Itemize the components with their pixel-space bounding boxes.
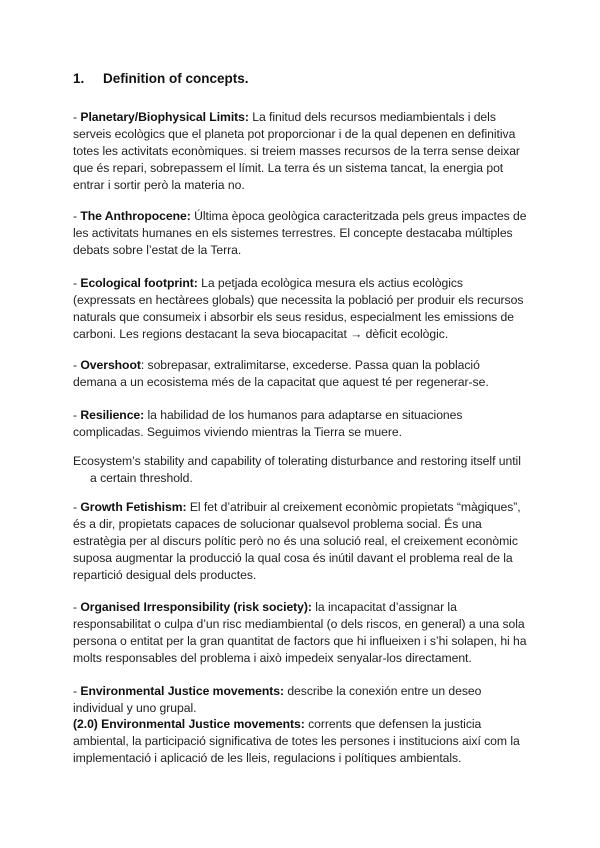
- entry-text: naturals que consumeix i absorbir els seus residus, especialment les emissions de: [73, 310, 515, 324]
- entry-text: carboni. Les regions destacant la seva biocapacitat → dèficit ecològic.: [73, 327, 449, 341]
- entry-term: Growth Fetishism:: [80, 500, 187, 514]
- entry-term: Environmental Justice movements:: [80, 684, 284, 698]
- entry-text: a certain threshold.: [90, 471, 193, 485]
- definition-resilience-ecosystem: [73, 453, 535, 487]
- definition-overshoot: [73, 357, 535, 391]
- definition-anthropocene: [73, 208, 535, 259]
- entry-text: demana a un ecosistema més de la capacitat que aquest té per regenerar-se.: [73, 375, 489, 389]
- entry-text: La petjada ecològica mesura els actius ecològics: [197, 276, 463, 290]
- entry-text: El fet d’atribuir al creixement econòmic propietats “màgiques”,: [186, 500, 521, 514]
- entry-text: complicadas. Seguimos viviendo mientras la Tierra se muere.: [73, 425, 402, 439]
- entry-prefix: -: [73, 358, 81, 372]
- entry-text: repartició desigual dels productes.: [73, 568, 257, 582]
- entry-prefix: -: [73, 600, 81, 614]
- entry-text: suposa augmentar la producció la qual cosa és inútil davant el problema real de la: [73, 551, 513, 565]
- entry-prefix: -: [73, 110, 81, 124]
- entry-term: Resilience:: [80, 408, 145, 422]
- section-title: Definition of concepts.: [103, 71, 249, 86]
- entry-prefix: -: [73, 209, 81, 223]
- entry-text: implementació i aplicació de les lleis, regulacions i polítiques ambientals.: [73, 751, 462, 765]
- entry-prefix: -: [73, 500, 81, 514]
- entry-prefix: -: [73, 684, 81, 698]
- entry-text: corrents que defensen la justicia: [304, 717, 482, 731]
- entry-text: les activitats humanes en els sistemes terrestres. El concepte destacaba múltiples: [73, 226, 513, 240]
- entry-term: The Anthropocene:: [80, 209, 191, 223]
- entry-term: Ecological footprint:: [80, 276, 198, 290]
- definition-growth-fetishism: [73, 499, 535, 584]
- entry-text: describe la conexión entre un deseo: [283, 684, 482, 698]
- entry-text: responsabilitat o culpa d’un risc mediambiental (o dels riscos, en general) a una sola: [73, 617, 525, 631]
- entry-prefix: -: [73, 276, 81, 290]
- entry-text: la incapacitat d’assignar la: [311, 600, 457, 614]
- definition-resilience: [73, 407, 535, 441]
- definition-environmental-justice-2: [73, 716, 535, 767]
- entry-text: totes les activitats econòmiques. si treiem masses recursos de la terra sense deixar: [73, 144, 520, 158]
- entry-text: és a dir, propietats capaces de solucionar qualsevol problema social. És una: [73, 517, 482, 531]
- entry-text: La finitud dels recursos mediambientals i dels: [248, 110, 496, 124]
- entry-text: estratègia per al discurs polític però no és una solució real, el creixement econòmic: [73, 534, 518, 548]
- definition-environmental-justice: [73, 683, 535, 717]
- entry-text: que és repari, sobrepassem el límit. La terra és un sistema tancat, la energia pot: [73, 161, 504, 175]
- entry-text: (expressats en hectàrees globals) que necessita la població per produir els recursos: [73, 293, 524, 307]
- definition-organised-irresponsibility: [73, 599, 535, 667]
- entry-term: Overshoot: [80, 358, 141, 372]
- entry-text: molts responsables del problema i això impedeix senyalar-los directament.: [73, 651, 472, 665]
- entry-prefix: -: [73, 408, 81, 422]
- entry-text: persona o entitat per la gran quantitat de factors que hi influeixen i s’hi solapen, hi ha: [73, 634, 527, 648]
- entry-text: la habilidad de los humanos para adaptarse en situaciones: [144, 408, 463, 422]
- entry-text: ambiental, la participació significativa de totes les persones i institucions així com la: [73, 734, 520, 748]
- entry-term: Planetary/Biophysical Limits:: [80, 110, 249, 124]
- entry-text: Ecosystem’s stability and capability of tolerating disturbance and restoring itself until: [73, 454, 521, 468]
- entry-text: individual y uno grupal.: [73, 701, 197, 715]
- entry-text: entrar i sortir però la materia no.: [73, 178, 245, 192]
- definition-ecological-footprint: [73, 275, 535, 343]
- entry-term: Organised Irresponsibility (risk society):: [80, 600, 312, 614]
- entry-term: (2.0) Environmental Justice movements:: [73, 717, 305, 731]
- entry-text: debats sobre l’estat de la Terra.: [73, 243, 242, 257]
- section-number: 1.: [73, 71, 85, 86]
- entry-text: serveis ecològics que el planeta pot proporcionar i de la qual depenen en definitiva: [73, 127, 516, 141]
- section-heading: [73, 71, 249, 86]
- definition-planetary-limits: [73, 109, 535, 194]
- entry-text: : sobrepasar, extralimitarse, excederse. Passa quan la població: [140, 358, 480, 372]
- entry-text: Última època geològica caracteritzada pels greus impactes de: [190, 209, 527, 223]
